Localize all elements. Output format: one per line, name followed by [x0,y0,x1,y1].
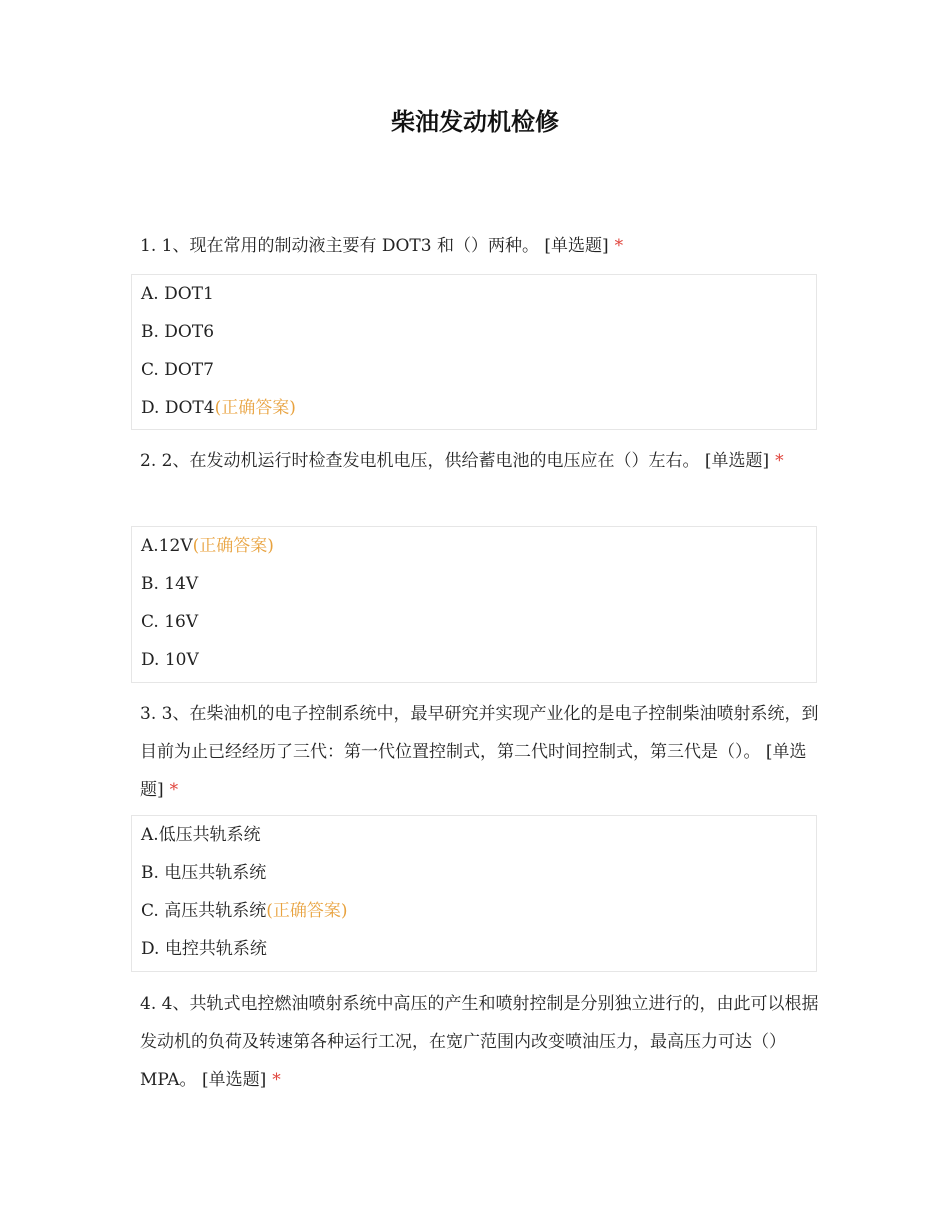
option-1c[interactable] [132,351,816,389]
question-1-text: 1. 1、现在常用的制动液主要有 DOT3 和（）两种。 [单选题] [140,236,609,256]
question-3-options [131,815,817,972]
option-label: B. DOT6 [141,322,215,342]
option-label: D. DOT4 [141,398,215,418]
question-4-text: 4. 4、共轨式电控燃油喷射系统中高压的产生和喷射控制是分别独立进行的，由此可以根据发动机的负荷及转速第各种运行工况，在宽广范围内改变喷油压力，最高压力可达（）MPA。 [单选题] [140,994,819,1090]
option-label: C. 高压共轨系统 [141,901,267,921]
option-label: B. 电压共轨系统 [141,863,267,883]
question-2-options [131,526,817,683]
page-title: 柴油发动机检修 [391,108,559,136]
option-label: D. 10V [141,650,199,670]
option-label: C. DOT7 [141,360,214,380]
question-3-text: 3. 3、在柴油机的电子控制系统中，最早研究并实现产业化的是电子控制柴油喷射系统，到目前为止已经经历了三代：第一代位置控制式，第二代时间控制式，第三代是（）。 [单选题] [140,704,819,800]
question-2-text: 2. 2、在发动机运行时检查发电机电压，供给蓄电池的电压应在（）左右。 [单选题] [140,451,770,471]
option-3c[interactable] [132,892,816,930]
required-mark: * [614,236,624,256]
required-mark: * [775,451,784,471]
question-4 [140,985,820,1099]
option-1b[interactable] [132,313,816,351]
question-1-options [131,274,817,430]
question-2 [140,442,820,480]
option-label: C. 16V [141,612,199,632]
option-1a[interactable] [132,275,816,313]
option-label: A.12V [141,536,193,556]
required-mark: * [169,780,179,800]
option-2b[interactable] [132,565,816,603]
option-label: D. 电控共轨系统 [141,939,267,959]
option-3d[interactable] [132,930,816,968]
option-label: B. 14V [141,574,199,594]
correct-answer-tag: (正确答案) [266,901,348,921]
option-2a[interactable] [132,527,816,565]
option-1d[interactable] [132,389,816,427]
correct-answer-tag: (正确答案) [192,536,274,556]
option-3a[interactable] [132,816,816,854]
correct-answer-tag: (正确答案) [214,398,296,418]
option-3b[interactable] [132,854,816,892]
option-label: A.低压共轨系统 [141,825,261,845]
question-1 [140,227,820,265]
required-mark: * [272,1070,281,1090]
question-3 [140,695,820,809]
option-2c[interactable] [132,603,816,641]
option-label: A. DOT1 [141,284,214,304]
option-2d[interactable] [132,641,816,679]
